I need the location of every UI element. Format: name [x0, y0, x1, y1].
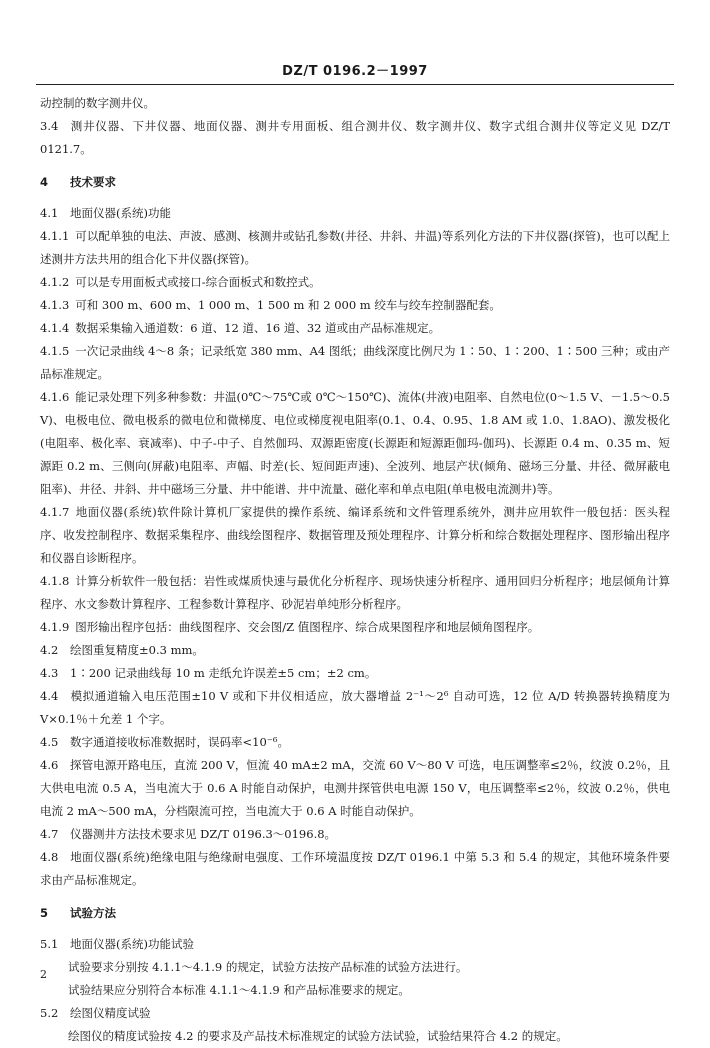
clause-text: 数据采集输入通道数：6 道、12 道、16 道、32 道或由产品标准规定。	[75, 321, 441, 335]
clause-text: 可以配单独的电法、声波、感测、核测井或钻孔参数(井径、井斜、井温)等系列化方法的下井仪器(探管)，也可以配上述测井方法共用的组合化下井仪器(探管)。	[40, 229, 670, 266]
document-body	[40, 92, 670, 1048]
clause-4-7	[40, 823, 670, 846]
clause-number: 4.1	[40, 206, 59, 220]
clause-5-2	[40, 1002, 670, 1025]
clause-text: 可以是专用面板式或接口-综合面板式和数控式。	[75, 275, 321, 289]
section-title: 技术要求	[70, 175, 116, 189]
clause-number: 4.1.2	[40, 275, 70, 289]
clause-number: 4.1.4	[40, 321, 70, 335]
clause-text: 仪器测井方法技术要求见 DZ/T 0196.3～0196.8。	[70, 827, 337, 841]
section-title: 试验方法	[70, 906, 116, 920]
clause-text: 绘图仪精度试验	[70, 1006, 151, 1020]
clause-number: 4.2	[40, 643, 59, 657]
clause-text: 1∶200 记录曲线每 10 m 走纸允许误差±5 cm；±2 cm。	[70, 666, 377, 680]
clause-4-1-3	[40, 294, 670, 317]
clause-text: 地面仪器(系统)功能	[70, 206, 171, 220]
clause-text: 图形输出程序包括：曲线图程序、交会图/Z 值图程序、综合成果图程序和地层倾角图程序。	[75, 620, 540, 634]
clause-5-1-requirement: 试验要求分别按 4.1.1～4.1.9 的规定，试验方法按产品标准的试验方法进行。	[68, 960, 468, 974]
clause-4-1-7	[40, 501, 670, 570]
clause-4-1-1	[40, 225, 670, 271]
clause-number: 4.7	[40, 827, 59, 841]
clause-number: 4.1.3	[40, 298, 70, 312]
clause-5-1-result: 试验结果应分别符合本标准 4.1.1～4.1.9 和产品标准要求的规定。	[68, 983, 410, 997]
clause-number: 4.1.7	[40, 505, 70, 519]
clause-number: 4.1.5	[40, 344, 70, 358]
page-number: 2	[40, 968, 47, 981]
clause-text: 模拟通道输入电压范围±10 V 或和下井仪相适应，放大器增益 2⁻¹～2⁶ 自动可选，12 位 A/D 转换器转换精度为 V×0.1％＋允差 1 个字。	[40, 689, 670, 726]
clause-number: 4.1.8	[40, 574, 70, 588]
clause-4-1-4	[40, 317, 670, 340]
clause-4-1-2	[40, 271, 670, 294]
clause-text: 测井仪器、下井仪器、地面仪器、测井专用面板、组合测井仪、数字测井仪、数字式组合测井仪等定义见 DZ/T 0121.7。	[40, 119, 670, 156]
clause-5-1	[40, 933, 670, 956]
clause-4-1-9	[40, 616, 670, 639]
clause-5-2-text: 绘图仪的精度试验按 4.2 的要求及产品技术标准规定的试验方法试验，试验结果符合 4.2 的规定。	[68, 1029, 568, 1043]
clause-4-1-8	[40, 570, 670, 616]
clause-number: 5.1	[40, 937, 59, 951]
clause-4-5	[40, 731, 670, 754]
section-number: 4	[40, 175, 49, 189]
clause-4-1	[40, 202, 670, 225]
clause-text: 计算分析软件一般包括：岩性或煤质快速与最优化分析程序、现场快速分析程序、通用回归分析程序；地层倾角计算程序、水文参数计算程序、工程参数计算程序、砂泥岩单纯形分析程序。	[40, 574, 670, 611]
clause-number: 4.6	[40, 758, 59, 772]
section-4-heading	[40, 171, 670, 194]
clause-number: 4.1.6	[40, 390, 70, 404]
clause-number: 3.4	[40, 119, 59, 133]
clause-4-1-5	[40, 340, 670, 386]
clause-number: 4.4	[40, 689, 59, 703]
clause-text: 地面仪器(系统)绝缘电阻与绝缘耐电强度、工作环境温度按 DZ/T 0196.1 中第 5.3 和 5.4 的规定，其他环境条件要求由产品标准规定。	[40, 850, 670, 887]
clause-text: 地面仪器(系统)软件除计算机厂家提供的操作系统、编译系统和文件管理系统外，测井应用软件一般包括：医头程序、收发控制程序、数据采集程序、曲线绘图程序、数据管理及预处理程序、计算分析和综合数据处理程序、图形输出程序和仪器自诊断程序。	[40, 505, 670, 565]
clause-4-2	[40, 639, 670, 662]
clause-4-3	[40, 662, 670, 685]
clause-text: 探管电源开路电压，直流 200 V，恒流 40 mA±2 mA，交流 60 V～80 V 可选，电压调整率≤2％，纹波 0.2％，且大供电电流 0.5 A，当电流大于 0.6 A 时能自动保护，电测井探管供电电源 150 V，电压调整率≤2％，纹波 0.2％，供电电流 2 mA～500 mA，分档限流可控，当电流大于 0.6 A 时能自动保护。	[40, 758, 670, 818]
clause-text: 地面仪器(系统)功能试验	[70, 937, 194, 951]
clause-text: 一次记录曲线 4～8 条；记录纸宽 380 mm、A4 图纸；曲线深度比例尺为 1∶50、1∶200、1∶500 三种；或由产品标准规定。	[40, 344, 670, 381]
section-number: 5	[40, 906, 49, 920]
clause-number: 4.1.1	[40, 229, 70, 243]
continuation-text: 动控制的数字测井仪。	[40, 96, 155, 110]
clause-4-8	[40, 846, 670, 892]
clause-number: 4.8	[40, 850, 59, 864]
clause-number: 4.1.9	[40, 620, 70, 634]
clause-4-4	[40, 685, 670, 731]
clause-4-6	[40, 754, 670, 823]
clause-text: 可和 300 m、600 m、1 000 m、1 500 m 和 2 000 m 绞车与绞车控制器配套。	[75, 298, 501, 312]
clause-number: 4.5	[40, 735, 59, 749]
clause-4-1-6	[40, 386, 670, 501]
clause-3-4	[40, 115, 670, 161]
clause-text: 数字通道接收标准数据时，误码率<10⁻⁶。	[70, 735, 289, 749]
clause-number: 5.2	[40, 1006, 59, 1020]
section-5-heading	[40, 902, 670, 925]
header-rule	[36, 84, 674, 85]
standard-code-header: DZ/T 0196.2－1997	[282, 64, 428, 79]
clause-number: 4.3	[40, 666, 59, 680]
clause-text: 绘图重复精度±0.3 mm。	[70, 643, 204, 657]
clause-text: 能记录处理下列多种参数：井温(0℃～75℃或 0℃～150℃)、流体(井液)电阻率、自然电位(0～1.5 V、－1.5～0.5 V)、电极电位、微电极系的微电位和微梯度、电位或梯度视电阻率(0.1、0.4、0.95、1.8 AM 或 1.0、1.8AO)、激发极化(电阻率、极化率、衰减率)、中子-中子、自然伽玛、双源距密度(长源距和短源距伽玛-伽玛)、长源距 0.4 m、0.35 m、短源距 0.2 m、三侧向(屏蔽)电阻率、声幅、时差(长、短间距声速)、全波列、地层产状(倾角、磁场三分量、井径、微屏蔽电阻率)、井径、井斜、井中磁场三分量、井中能谱、井中流量、磁化率和单点电阻(单电极电流测井)等。	[40, 390, 670, 496]
